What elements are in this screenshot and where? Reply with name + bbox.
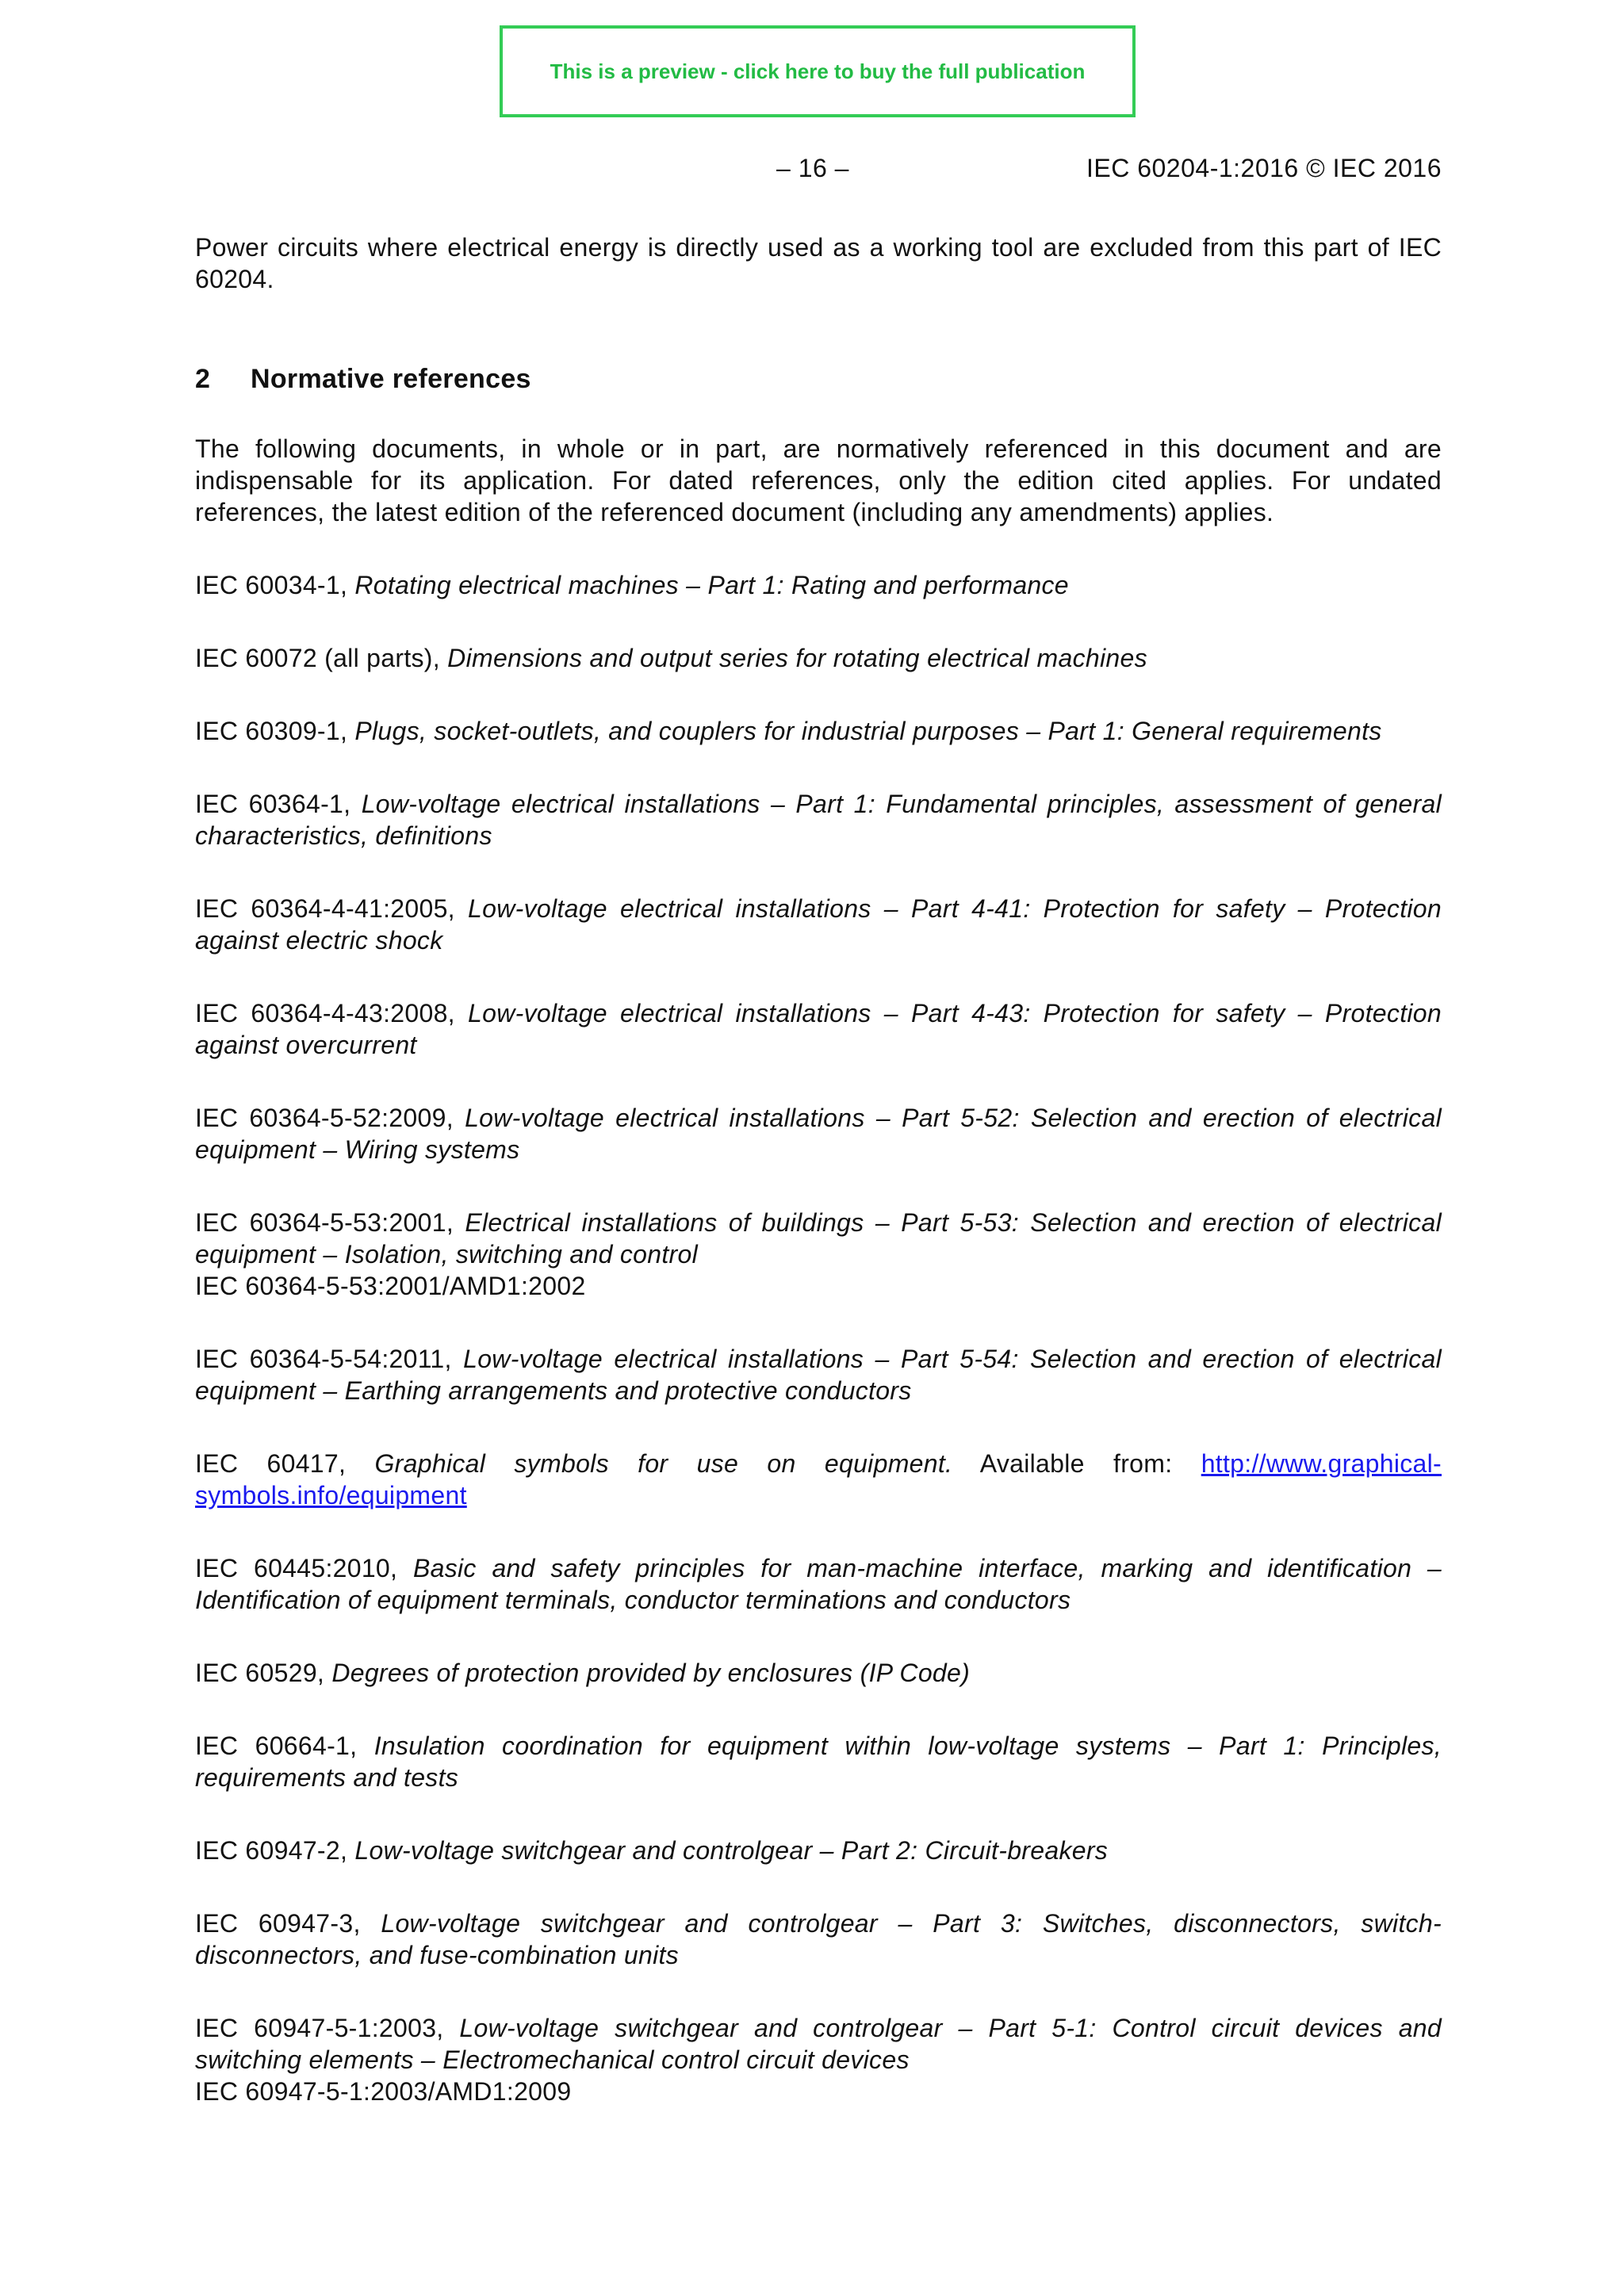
reference-item bbox=[195, 788, 1442, 851]
reference-item bbox=[195, 1908, 1442, 1971]
reference-amendment: IEC 60947-5-1:2003/AMD1:2009 bbox=[195, 2077, 572, 2106]
reference-title: Plugs, socket-outlets, and couplers for industrial purposes – Part 1: General requirements bbox=[354, 717, 1382, 745]
reference-code: IEC 60445:2010, bbox=[195, 1554, 398, 1582]
reference-item bbox=[195, 1730, 1442, 1793]
reference-title: Low-voltage electrical installations – Part 5-52: Selection and erection of electrical equipment – Wiring systems bbox=[195, 1104, 1442, 1164]
reference-code: IEC 60664-1, bbox=[195, 1732, 358, 1760]
reference-item bbox=[195, 642, 1442, 674]
reference-title: Low-voltage switchgear and controlgear – Part 5-1: Control circuit devices and switching elements – Electromechanical control circuit devices bbox=[195, 2014, 1442, 2074]
reference-item bbox=[195, 1552, 1442, 1616]
page-number: – 16 – bbox=[776, 154, 849, 182]
page-header bbox=[195, 154, 1442, 189]
reference-code: IEC 60364-5-54:2011, bbox=[195, 1345, 452, 1373]
reference-code: IEC 60034-1, bbox=[195, 571, 348, 599]
intro-paragraph: The following documents, in whole or in part, are normatively referenced in this document and are indispensable for its application. For dated references, only the edition cited applies. For undated references, the latest edition of the referenced document (including any amendments) applies. bbox=[195, 434, 1442, 526]
reference-title: Rotating electrical machines – Part 1: Rating and performance bbox=[354, 571, 1069, 599]
reference-title: Low-voltage electrical installations – Part 5-54: Selection and erection of electrical equipment – Earthing arrangements and protective conductors bbox=[195, 1345, 1442, 1405]
page-content bbox=[195, 232, 1442, 2149]
reference-item bbox=[195, 1102, 1442, 1165]
reference-code: IEC 60417, bbox=[195, 1449, 347, 1478]
graphical-symbols-link[interactable]: http://www.graphical-symbols.info/equipment bbox=[195, 1449, 1442, 1510]
reference-title: Low-voltage electrical installations – Part 4-43: Protection for safety – Protection against overcurrent bbox=[195, 999, 1442, 1059]
reference-item bbox=[195, 1343, 1442, 1406]
buy-full-publication-link[interactable]: This is a preview - click here to buy the full publication bbox=[500, 25, 1136, 117]
reference-title: Basic and safety principles for man-machine interface, marking and identification – Identification of equipment terminals, conductor terminations and conductors bbox=[195, 1554, 1442, 1614]
reference-list bbox=[195, 569, 1442, 2107]
reference-title: Graphical symbols for use on equipment. bbox=[374, 1449, 953, 1478]
reference-item bbox=[195, 997, 1442, 1061]
section-heading bbox=[195, 363, 1442, 395]
reference-code: IEC 60364-1, bbox=[195, 790, 351, 818]
reference-amendment: IEC 60364-5-53:2001/AMD1:2002 bbox=[195, 1272, 586, 1300]
section-title: Normative references bbox=[251, 364, 531, 394]
section-number: 2 bbox=[195, 364, 211, 394]
reference-title: Electrical installations of buildings – Part 5-53: Selection and erection of electrical equipment – Isolation, switching and control bbox=[195, 1208, 1442, 1269]
reference-code: IEC 60364-4-43:2008, bbox=[195, 999, 455, 1027]
reference-code: IEC 60364-4-41:2005, bbox=[195, 894, 455, 923]
reference-title: Dimensions and output series for rotating electrical machines bbox=[447, 644, 1147, 672]
reference-code: IEC 60947-3, bbox=[195, 1909, 361, 1938]
reference-item bbox=[195, 893, 1442, 956]
document-reference: IEC 60204-1:2016 © IEC 2016 bbox=[1086, 154, 1442, 182]
reference-code: IEC 60364-5-53:2001, bbox=[195, 1208, 454, 1237]
reference-title: Low-voltage electrical installations – Part 1: Fundamental principles, assessment of general characteristics, definitions bbox=[195, 790, 1442, 850]
reference-code: IEC 60947-2, bbox=[195, 1836, 348, 1865]
scope-paragraph: Power circuits where electrical energy is directly used as a working tool are excluded from this part of IEC 60204. bbox=[195, 233, 1442, 293]
reference-code: IEC 60364-5-52:2009, bbox=[195, 1104, 454, 1132]
reference-code: IEC 60309-1, bbox=[195, 717, 348, 745]
reference-code: IEC 60947-5-1:2003, bbox=[195, 2014, 444, 2042]
reference-item bbox=[195, 1448, 1442, 1511]
reference-title: Low-voltage electrical installations – Part 4-41: Protection for safety – Protection against electric shock bbox=[195, 894, 1442, 955]
available-from-label: Available from: bbox=[979, 1449, 1173, 1478]
reference-item bbox=[195, 569, 1442, 601]
reference-title: Degrees of protection provided by enclosures (IP Code) bbox=[331, 1659, 971, 1687]
reference-item bbox=[195, 1657, 1442, 1689]
reference-title: Low-voltage switchgear and controlgear – Part 2: Circuit-breakers bbox=[354, 1836, 1109, 1865]
reference-code: IEC 60529, bbox=[195, 1659, 325, 1687]
reference-title: Low-voltage switchgear and controlgear – Part 3: Switches, disconnectors, switch-disconnectors, and fuse-combination units bbox=[195, 1909, 1442, 1969]
reference-item bbox=[195, 715, 1442, 747]
reference-code: IEC 60072 (all parts), bbox=[195, 644, 440, 672]
reference-item bbox=[195, 2012, 1442, 2107]
reference-title: Insulation coordination for equipment within low-voltage systems – Part 1: Principles, requirements and tests bbox=[195, 1732, 1442, 1792]
reference-item bbox=[195, 1207, 1442, 1302]
reference-item bbox=[195, 1835, 1442, 1866]
